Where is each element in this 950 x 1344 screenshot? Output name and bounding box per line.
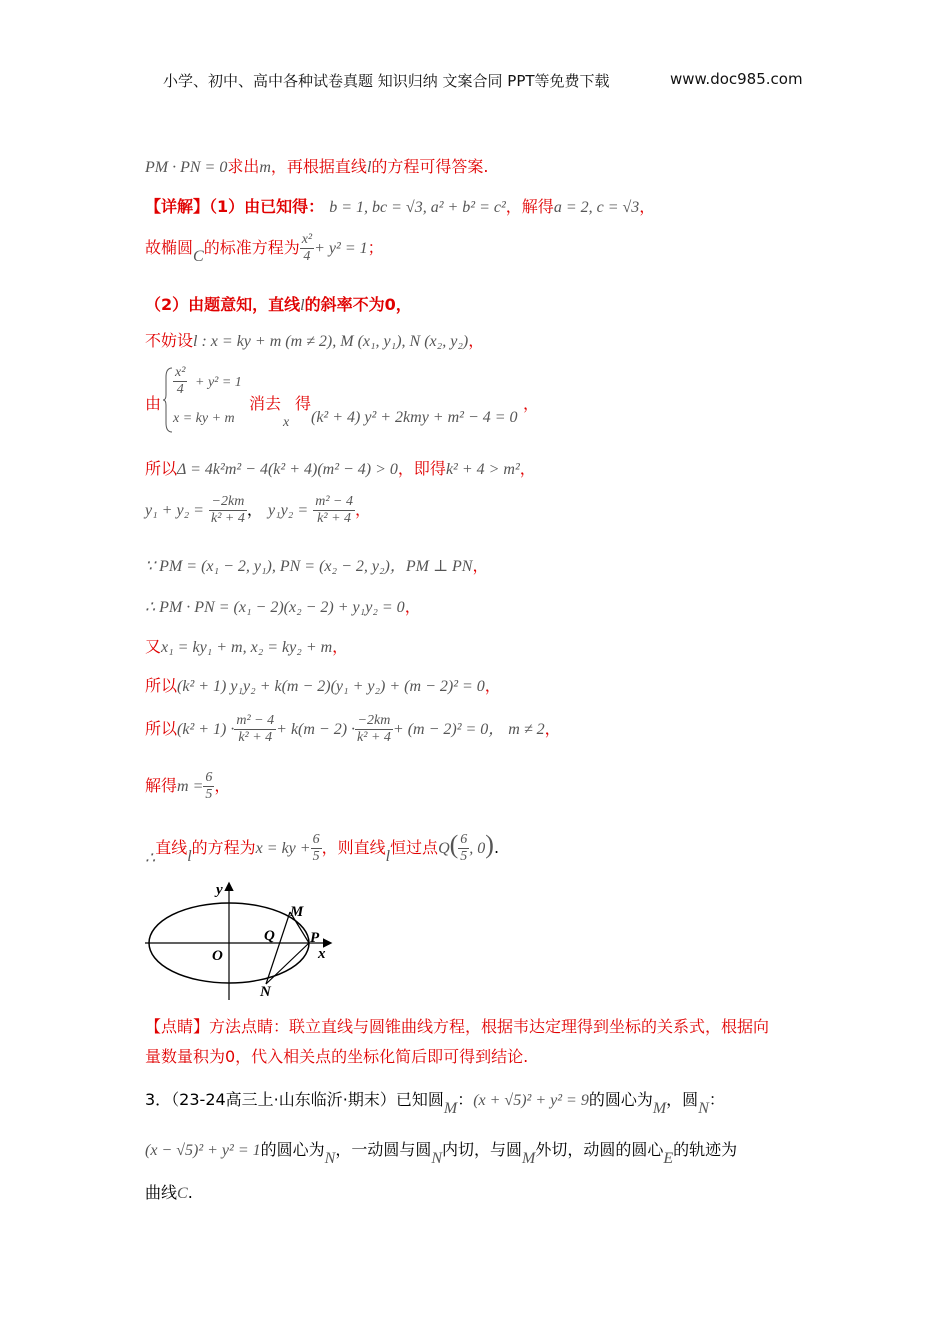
text: 的方程可得答案. xyxy=(371,157,489,176)
brace-icon xyxy=(163,367,173,433)
line-dot-zero xyxy=(145,594,421,617)
text: 由 xyxy=(145,394,162,413)
question-text: 3．（23-24高三上·山东临沂·期末）已知圆 xyxy=(145,1090,444,1109)
math-delta: Δ = 4k²m² − 4(k² + 4)(m² − 4) > 0 xyxy=(177,461,398,478)
math-var: l xyxy=(300,297,305,314)
text: 又 xyxy=(145,637,162,656)
line-system xyxy=(145,365,645,435)
text: 所以 xyxy=(145,459,178,478)
math: , 0 xyxy=(469,840,486,857)
math-eq: (k² + 4) y² + 2kmy + m² − 4 = 0 xyxy=(311,409,518,426)
line-hint xyxy=(145,154,488,177)
text: 消去 xyxy=(249,394,282,413)
label-o: O xyxy=(212,948,223,964)
label-q: Q xyxy=(264,928,275,944)
math-sub: x₁ = ky₁ + m, x₂ = ky₂ + m xyxy=(161,639,333,656)
question-3-line-3 xyxy=(145,1180,193,1203)
text: ： xyxy=(457,1090,474,1109)
text: . xyxy=(187,1183,193,1202)
line-vectors xyxy=(145,553,489,576)
math-var: l xyxy=(366,159,372,176)
question-3-line-1 xyxy=(145,1087,725,1118)
math-result: a = 2, c = √3 xyxy=(553,199,640,216)
fraction: $\frac{6}{5}$ xyxy=(205,770,213,802)
text: 曲线 xyxy=(145,1183,178,1202)
text: 的标准方程为 xyxy=(203,238,300,257)
detail-label: 【详解】（1）由已知得： xyxy=(145,197,325,216)
math-var: N xyxy=(431,1150,442,1167)
line-vieta xyxy=(145,494,371,527)
fraction: $\frac{\text{m² − 4}}{\text{k² + 4}}$ xyxy=(236,713,275,745)
fraction: $\frac{\text{x²}}{4}$ xyxy=(175,365,186,397)
text: 外切，动圆的圆心 xyxy=(535,1140,664,1159)
text: ， xyxy=(484,676,501,695)
math-dot-product: PM · PN = 0 xyxy=(145,159,228,176)
math-var: m xyxy=(259,159,271,176)
text: ： xyxy=(708,1090,725,1109)
math-var: E xyxy=(663,1150,674,1167)
fraction: $\frac{\text{x²}}{4}$ xyxy=(301,232,313,264)
header-site-url[interactable]: www.doc985.com xyxy=(670,70,803,88)
text: ，即得 xyxy=(397,459,446,478)
math-var: N xyxy=(324,1150,336,1167)
text: 恒过点 xyxy=(390,838,439,857)
math-var: l xyxy=(385,848,391,865)
text: ，一动圆与圆 xyxy=(335,1140,432,1159)
fraction: $\frac{6}{5}$ xyxy=(312,832,320,864)
text: ， xyxy=(544,719,561,738)
line-expand xyxy=(145,673,501,696)
text: ， xyxy=(332,637,349,656)
math-sum: y₁ + y₂ = xyxy=(145,502,204,519)
text: ，圆 xyxy=(666,1090,699,1109)
math: m = xyxy=(177,778,204,795)
math-vectors: ∵ PM = (x₁ − 2, y₁), PN = (x₂ − 2, y₂)，PM ⊥ PN xyxy=(145,558,473,575)
text: 求出 xyxy=(227,157,260,176)
text: ，再根据直线 xyxy=(270,157,367,176)
math-ineq: k² + 4 > m² xyxy=(445,461,520,478)
text: ， xyxy=(404,597,421,616)
math-dot: ∴ PM · PN = (x₁ − 2)(x₂ − 2) + y₁y₂ = 0 xyxy=(145,599,405,616)
line-part2 xyxy=(145,292,412,315)
fraction: $\frac{\text{m² − 4}}{\text{k² + 4}}$ xyxy=(315,494,353,526)
text: ， xyxy=(468,331,485,350)
line-conclusion: ∴直线l的方程为x = ky + $\frac{6}{5}$ ，则直线l恒过点Q( $\frac{6}{5}$ , 0). xyxy=(145,830,500,867)
math-circle-n: (x − √5)² + y² = 1 xyxy=(145,1142,261,1159)
math-var: M xyxy=(443,1100,458,1117)
text: ， xyxy=(246,500,263,519)
math-var: C xyxy=(193,248,204,265)
tip-line-1: 【点睛】方法点睛：联立直线与圆锥曲线方程，根据韦达定理得到坐标的关系式，根据向 xyxy=(145,1017,770,1036)
math-eq: + y² = 1 xyxy=(195,375,242,390)
math-eq: x = ky + m xyxy=(173,411,235,426)
text: 故椭圆 xyxy=(145,238,194,257)
header-site-slogan: 小学、初中、高中各种试卷真题 知识归纳 文案合同 PPT等免费下载 xyxy=(163,72,610,90)
math: + k(m − 2) · xyxy=(276,721,356,738)
math-assume: l : x = ky + m (m ≠ 2), M (x₁, y₁), N (x₂, y₂) xyxy=(193,333,469,350)
math: + (m − 2)² = 0， m ≠ 2 xyxy=(392,721,545,738)
math-var: M xyxy=(652,1100,667,1117)
math-var: N xyxy=(698,1100,709,1117)
math-var: Q xyxy=(438,840,450,857)
tip-line-2: 量数量积为0，代入相关点的坐标化简后即可得到结论. xyxy=(145,1047,529,1066)
text: 的斜率不为0， xyxy=(304,295,412,314)
text: （2）由题意知，直线 xyxy=(145,295,301,314)
math-var: l xyxy=(187,848,192,865)
text: ，解得 xyxy=(505,197,554,216)
math-circle-m: (x + √5)² + y² = 9 xyxy=(473,1092,589,1109)
math-given: b = 1, bc = √3, a² + b² = c² xyxy=(329,199,506,216)
question-3-line-2 xyxy=(145,1137,737,1168)
label-x: x xyxy=(318,946,326,962)
text: . xyxy=(493,838,500,857)
ellipse-figure xyxy=(140,880,340,1002)
line-delta xyxy=(145,456,536,479)
math-var: x xyxy=(283,415,290,430)
text: 直线 xyxy=(155,838,188,857)
math-product: y₁y₂ = xyxy=(267,502,309,519)
text: 的圆心为 xyxy=(588,1090,653,1109)
fraction: $\frac{6}{5}$ xyxy=(460,832,468,864)
label-p: P xyxy=(310,930,320,946)
line-plugin xyxy=(145,713,561,746)
line-substitute xyxy=(145,634,348,657)
text: ， xyxy=(519,459,536,478)
text: ， xyxy=(354,500,371,519)
math: x = ky + xyxy=(255,840,311,857)
math: (k² + 1) · xyxy=(177,721,235,738)
text: 的轨迹为 xyxy=(673,1140,738,1159)
label-m: M xyxy=(290,904,304,920)
math-var: C xyxy=(177,1185,188,1202)
fraction: $\frac{-2km}{\text{k² + 4}}$ xyxy=(357,713,391,745)
math-eq: + y² = 1 xyxy=(314,240,368,257)
text: 所以 xyxy=(145,719,178,738)
text: ， xyxy=(639,197,656,216)
text: 内切，与圆 xyxy=(442,1140,523,1159)
label-y: y xyxy=(216,882,223,898)
text: 的方程为 xyxy=(191,838,256,857)
line-ellipse-eq xyxy=(145,232,384,266)
text: ，则直线 xyxy=(321,838,386,857)
text: 的圆心为 xyxy=(260,1140,325,1159)
text: 不妨设 xyxy=(145,331,194,350)
math-therefore: ∴ xyxy=(145,850,156,867)
line-detail-1 xyxy=(145,194,655,217)
math-expand: (k² + 1) y₁y₂ + k(m − 2)(y₁ + y₂) + (m − 2)² = 0 xyxy=(177,678,485,695)
line-solve-m xyxy=(145,770,230,803)
fraction: $\frac{-2km}{\text{k² + 4}}$ xyxy=(211,494,245,526)
text: 所以 xyxy=(145,676,178,695)
text: ； xyxy=(367,238,384,257)
text: 解得 xyxy=(145,776,178,795)
text: ， xyxy=(472,556,489,575)
text: 得 xyxy=(295,394,312,413)
text: ， xyxy=(523,394,540,413)
math-var: M xyxy=(522,1150,536,1167)
line-assume xyxy=(145,328,484,351)
label-n: N xyxy=(260,984,271,1000)
text: ， xyxy=(214,776,231,795)
